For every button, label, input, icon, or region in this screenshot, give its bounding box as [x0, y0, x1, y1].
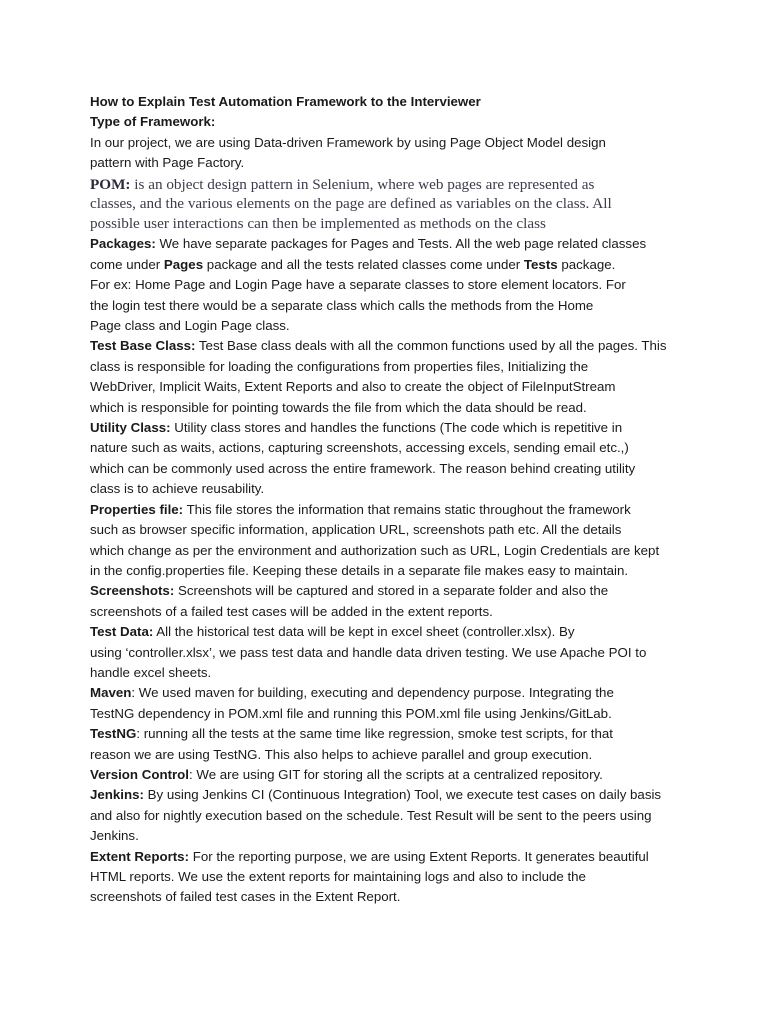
- packages-paragraph: Packages: We have separate packages for Pages and Tests. All the web page related classes come under Pages package and all the tests related classes come under Tests package.: [90, 236, 647, 272]
- pom-paragraph: POM: is an object design pattern in Selenium, where web pages are represented as classes, and the various elements on the page are defined as variables on the class. All possible user interactions can then be implemented as methods on the class: [90, 175, 612, 232]
- document-title: How to Explain Test Automation Framework to the Interviewer: [90, 94, 481, 109]
- utility-class-paragraph: Utility Class: Utility class stores and handles the functions (The code which is repetitive in nature such as waits, actions, capturing screenshots, accessing excels, sending email etc.,) which can be commonly used across the entire framework. The reason behind creating utility class is to achieve reusability.: [90, 420, 636, 497]
- jenkins-paragraph: Jenkins: By using Jenkins CI (Continuous Integration) Tool, we execute test cases on daily basis and also for nightly execution based on the schedule. Test Result will be sent to the peers using Jenkins.: [90, 787, 662, 844]
- extent-reports-paragraph: Extent Reports: For the reporting purpose, we are using Extent Reports. It generates beautiful HTML reports. We use the extent reports for maintaining logs and also to include the screenshots of failed test cases in the Extent Report.: [90, 848, 649, 905]
- testng-paragraph: TestNG: running all the tests at the same time like regression, smoke test scripts, for that reason we are using TestNG. This also helps to achieve parallel and group execution.: [90, 726, 613, 762]
- for-example-paragraph: For ex: Home Page and Login Page have a separate classes to store element locators. For the login test there would be a separate class which calls the methods from the Home Page class and Login Page class.: [90, 277, 626, 334]
- intro-paragraph: In our project, we are using Data-driven Framework by using Page Object Model design pattern with Page Factory.: [90, 134, 606, 171]
- screenshots-paragraph: Screenshots: Screenshots will be captured and stored in a separate folder and also the screenshots of a failed test cases will be added in the extent reports.: [90, 583, 609, 619]
- properties-file-paragraph: Properties file: This file stores the information that remains static throughout the framework such as browser specific information, application URL, screenshots path etc. All the details which change as per the environment and authorization such as URL, Login Credentials are kept in the config.properties file. Keeping these details in a separate file makes easy to maintain.: [90, 501, 660, 578]
- test-data-paragraph: Test Data: All the historical test data will be kept in excel sheet (controller.xlsx). By using ‘controller.xlsx’, we pass test data and handle data driven testing. We use Apache POI to handle excel sheets.: [90, 624, 647, 680]
- version-control-paragraph: Version Control: We are using GIT for storing all the scripts at a centralized repository.: [90, 766, 603, 782]
- test-base-class-paragraph: Test Base Class: Test Base class deals with all the common functions used by all the pages. This class is responsible for loading the configurations from properties files, Initializing the WebDriver, Implicit Waits, Extent Reports and also to create the object of FileInputStream which is responsible for pointing towards the file from which the data should be read.: [90, 338, 667, 415]
- type-of-framework-heading: Type of Framework:: [90, 114, 216, 130]
- maven-paragraph: Maven: We used maven for building, executing and dependency purpose. Integrating the TestNG dependency in POM.xml file and running this POM.xml file using Jenkins/GitLab.: [90, 685, 614, 721]
- document-page: [90, 92, 690, 908]
